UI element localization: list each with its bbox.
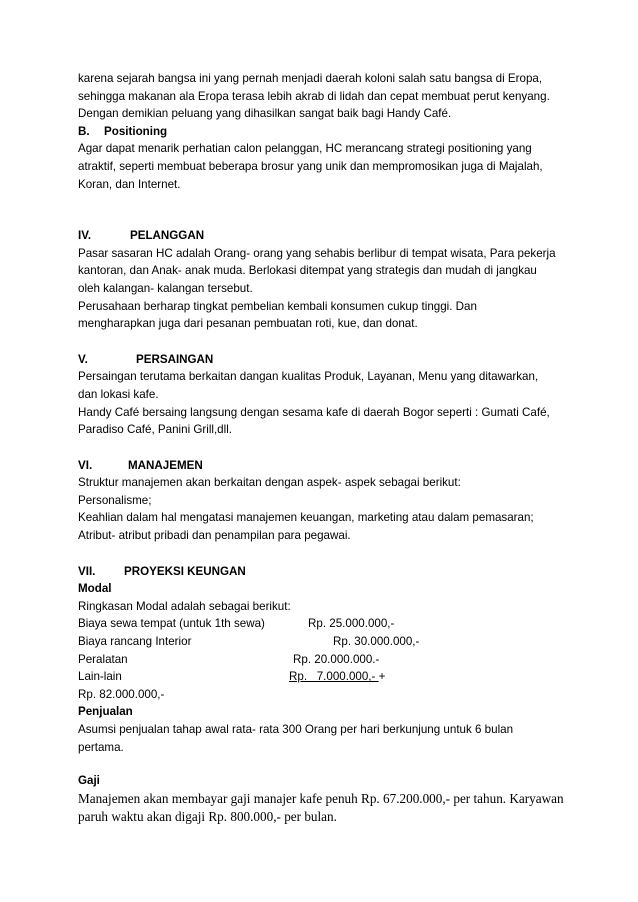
persaingan-line: Paradiso Café, Panini Grill,dll. xyxy=(78,423,233,437)
intro-paragraph xyxy=(78,70,578,123)
persaingan-line: Persaingan terutama berkaitan dangan kualitas Produk, Layanan, Menu yang ditawarkan, xyxy=(78,370,539,384)
gaji-line: paruh waktu akan digaji Rp. 800.000,- per bulan. xyxy=(78,808,337,824)
persaingan-line: Handy Café bersaing langsung dengan sesama kafe di daerah Bogor seperti : Gumati Café, xyxy=(78,405,550,419)
persaingan-paragraph xyxy=(78,368,578,438)
pelanggan-paragraph xyxy=(78,245,578,333)
document-page xyxy=(78,70,578,826)
pelanggan-line: kantoran, dan Anak- anak muda. Berlokasi ditempat yang strategis dan mudah di jangkau xyxy=(78,264,537,278)
section-title: MANAJEMEN xyxy=(128,458,203,472)
section-title: PROYEKSI KEUNGAN xyxy=(124,564,246,578)
positioning-line: Koran, dan Internet. xyxy=(78,177,181,191)
modal-subheading: Modal xyxy=(78,582,112,596)
modal-item-amount: Rp. 20.000.000.- xyxy=(293,652,380,666)
manajemen-paragraph xyxy=(78,474,578,544)
manajemen-line: Atribut- atribut pribadi dan penampilan para pegawai. xyxy=(78,529,351,543)
section-heading-persaingan xyxy=(78,351,578,369)
modal-row xyxy=(78,615,578,633)
modal-item-amount: Rp. 30.000.000,- xyxy=(333,635,420,649)
modal-item-label: Peralatan xyxy=(78,652,128,666)
manajemen-line: Personalisme; xyxy=(78,493,152,507)
modal-item-label: Lain-lain xyxy=(78,670,122,684)
positioning-line: Agar dapat menarik perhatian calon pelanggan, HC merancang strategi positioning yang xyxy=(78,142,532,156)
modal-item-amount: Rp. 25.000.000,- xyxy=(308,617,395,631)
modal-row xyxy=(78,633,578,651)
gaji-subheading: Gaji xyxy=(78,774,100,788)
pelanggan-line: oleh kalangan- kalangan tersebut. xyxy=(78,281,253,295)
modal-item-label: Biaya rancang Interior xyxy=(78,635,192,649)
intro-line: Dengan demikian peluang yang dihasilkan sangat baik bagi Handy Café. xyxy=(78,107,452,121)
pelanggan-line: Pasar sasaran HC adalah Orang- orang yang sehabis berlibur di tempat wisata, Para pekerja xyxy=(78,246,556,260)
modal-table xyxy=(78,615,578,703)
positioning-label: B. xyxy=(78,124,90,138)
section-number: IV. xyxy=(78,229,92,243)
penjualan-line: pertama. xyxy=(78,740,124,754)
gaji-line: Manajemen akan membayar gaji manajer kafe penuh Rp. 67.200.000,- per tahun. Karyawan xyxy=(78,790,564,806)
modal-total: Rp. 82.000.000,- xyxy=(78,687,165,701)
plus-sign: + xyxy=(378,670,386,684)
intro-line: sehingga makanan ala Eropa terasa lebih akrab di lidah dan cepat membuat perut kenyang. xyxy=(78,89,550,103)
intro-line: karena sejarah bangsa ini yang pernah menjadi daerah koloni salah satu bangsa di Eropa, xyxy=(78,72,543,85)
section-title: PERSAINGAN xyxy=(136,352,214,366)
pelanggan-line: mengharapkan juga dari pesanan pembuatan roti, kue, dan donat. xyxy=(78,317,418,331)
persaingan-line: dan lokasi kafe. xyxy=(78,387,159,401)
section-heading-manajemen xyxy=(78,457,578,475)
manajemen-line: Keahlian dalam hal mengatasi manajemen keuangan, marketing atau dalam pemasaran; xyxy=(78,511,534,525)
section-number: V. xyxy=(78,352,88,366)
modal-row xyxy=(78,668,578,686)
positioning-paragraph xyxy=(78,140,578,193)
positioning-heading xyxy=(78,123,578,141)
manajemen-line: Struktur manajemen akan berkaitan dengan aspek- aspek sebagai berikut: xyxy=(78,476,461,490)
modal-intro: Ringkasan Modal adalah sebagai berikut: xyxy=(78,599,291,613)
section-title: PELANGGAN xyxy=(130,229,205,243)
penjualan-subheading: Penjualan xyxy=(78,705,133,719)
positioning-line: atraktif, seperti membuat beberapa brosur yang unik dan mempromosikan juga di Majalah, xyxy=(78,159,543,173)
modal-item-amount: Rp. 7.000.000,- xyxy=(289,670,379,684)
section-heading-pelanggan xyxy=(78,227,578,245)
modal-item-label: Biaya sewa tempat (untuk 1th sewa) xyxy=(78,617,265,631)
section-number: VI. xyxy=(78,458,93,472)
penjualan-line: Asumsi penjualan tahap awal rata- rata 300 Orang per hari berkunjung untuk 6 bulan xyxy=(78,723,514,736)
section-number: VII. xyxy=(78,564,96,578)
modal-row xyxy=(78,651,578,669)
positioning-title: Positioning xyxy=(104,124,168,138)
section-heading-proyeksi xyxy=(78,563,578,581)
pelanggan-line: Perusahaan berharap tingkat pembelian kembali konsumen cukup tinggi. Dan xyxy=(78,299,477,313)
